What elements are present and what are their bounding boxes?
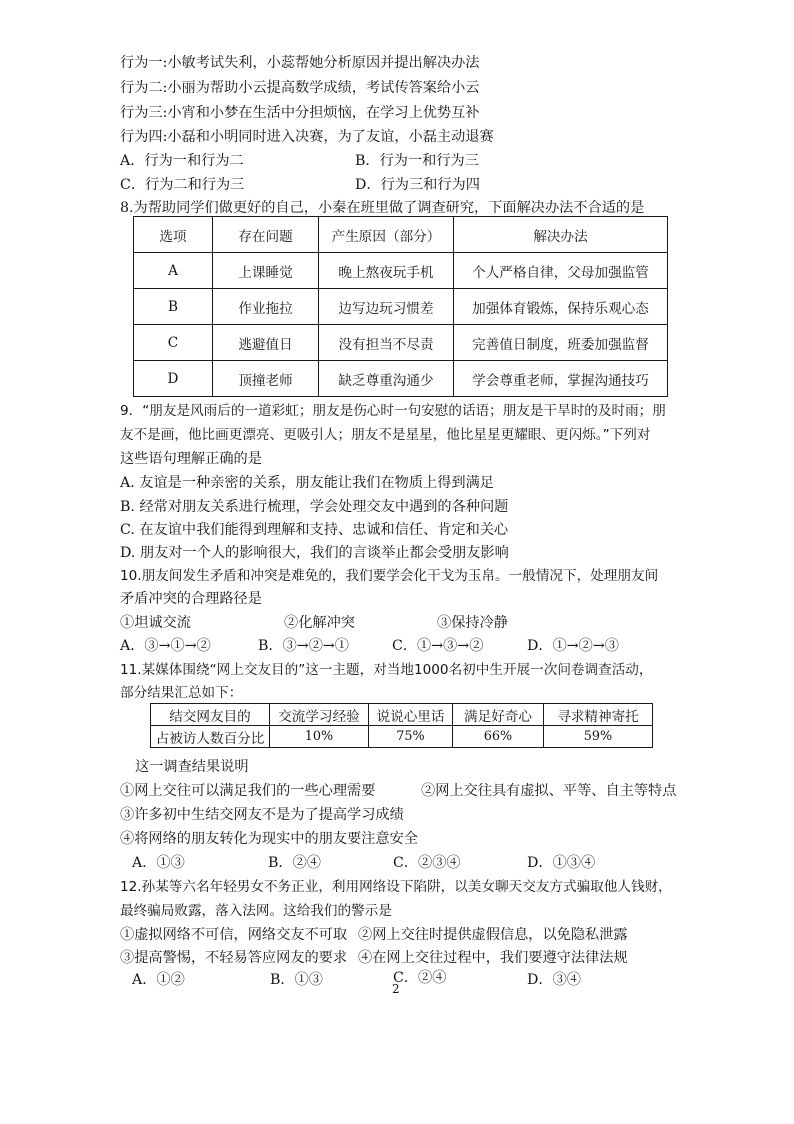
q7-option-c: C．行为二和行为三: [120, 177, 245, 193]
q11-item-3: ③许多初中生结交网友不是为了提高学习成绩: [120, 807, 404, 823]
q8-table: [133, 216, 668, 397]
table-header-row: [134, 217, 668, 253]
table-cell: 66%: [453, 726, 544, 748]
table-cell: A: [134, 253, 213, 289]
q12-stem-line-1: 12.孙某等六名年轻男女不务正业，利用网络设下陷阱，以美女聊天交友方式骗取他人钱财，: [120, 879, 672, 895]
q10-item-3: ③保持冷静: [437, 615, 508, 631]
q9-option-c: C. 在友谊中我们能得到理解和支持、忠诚和信任、肯定和关心: [120, 522, 509, 538]
q12-item-2: ②网上交往时提供虚假信息，以免隐私泄露: [358, 927, 628, 943]
table-header-cell: 说说心里话: [369, 704, 453, 726]
q9-stem-line-1: 9．“朋友是风雨后的一道彩虹；朋友是伤心时一句安慰的话语；朋友是干旱时的及时雨；朋: [120, 403, 666, 419]
q7-option-a: A．行为一和行为二: [120, 153, 244, 169]
q12-option-a: A．①②: [132, 972, 185, 988]
table-header-cell: 解决办法: [454, 217, 668, 253]
table-row: [134, 289, 668, 325]
q10-option-c: C．①→③→②: [392, 638, 484, 654]
q7-option-d: D．行为三和行为四: [355, 177, 480, 193]
table-header-cell: 产生原因（部分）: [319, 217, 454, 253]
table-cell: 59%: [544, 726, 653, 748]
q11-option-a: A．①③: [132, 855, 185, 871]
table-header-cell: 存在问题: [213, 217, 319, 253]
table-cell: 完善值日制度，班委加强监督: [454, 325, 668, 361]
q11-stem-line-2: 部分结果汇总如下：: [120, 685, 243, 701]
table-cell: 上课睡觉: [213, 253, 319, 289]
table-cell: 75%: [369, 726, 453, 748]
table-cell: 10%: [270, 726, 369, 748]
table-cell: 晚上熬夜玩手机: [319, 253, 454, 289]
table-row: [134, 325, 668, 361]
table-cell: 占被访人数百分比: [151, 726, 270, 748]
table-header-row: [151, 704, 653, 726]
q10-option-d: D．①→②→③: [527, 638, 619, 654]
table-cell: B: [134, 289, 213, 325]
q10-stem-line-1: 10.朋友间发生矛盾和冲突是难免的，我们要学会化干戈为玉帛。一般情况下，处理朋友间: [120, 568, 659, 584]
q7-behavior-4: 行为四:小磊和小明同时进入决赛，为了友谊，小磊主动退赛: [120, 129, 494, 145]
q11-item-2: ②网上交往具有虚拟、平等、自主等特点: [421, 783, 677, 799]
q12-option-d: D．③④: [527, 972, 581, 988]
q8-stem: 8.为帮助同学们做更好的自己，小秦在班里做了调查研究，下面解决办法不合适的是: [120, 200, 645, 216]
q7-option-b: B．行为一和行为三: [355, 153, 479, 169]
q9-option-b: B. 经常对朋友关系进行梳理，学会处理交友中遇到的各种问题: [120, 499, 509, 515]
table-header-cell: 结交网友目的: [151, 704, 270, 726]
q7-behavior-1: 行为一:小敏考试失利，小蕊帮她分析原因并提出解决办法: [120, 55, 480, 71]
q11-table: [150, 703, 653, 748]
q7-behavior-3: 行为三:小宵和小梦在生活中分担烦恼，在学习上优势互补: [120, 105, 480, 121]
q11-item-4: ④将网络的朋友转化为现实中的朋友要注意安全: [120, 831, 418, 847]
q12-item-3: ③提高警惕，不轻易答应网友的要求: [120, 950, 348, 966]
table-row: [134, 361, 668, 397]
table-header-cell: 交流学习经验: [270, 704, 369, 726]
q12-option-b: B．①③: [270, 972, 323, 988]
q10-item-1: ①坦诚交流: [120, 615, 191, 631]
q9-option-a: A. 友谊是一种亲密的关系，朋友能让我们在物质上得到满足: [120, 475, 494, 491]
q9-option-d: D. 朋友对一个人的影响很大，我们的言谈举止都会受朋友影响: [120, 545, 509, 561]
table-cell: 没有担当不尽责: [319, 325, 454, 361]
q9-stem-line-2: 友不是画，他比画更漂亮、更吸引人；朋友不是星星，他比星星更耀眼、更闪烁。”下列对: [120, 427, 651, 443]
table-cell: 学会尊重老师，掌握沟通技巧: [454, 361, 668, 397]
table-row: [151, 726, 653, 748]
q10-item-2: ②化解冲突: [284, 615, 355, 631]
q12-item-4: ④在网上交往过程中，我们要遵守法律法规: [358, 950, 628, 966]
table-cell: 缺乏尊重沟通少: [319, 361, 454, 397]
table-header-cell: 满足好奇心: [453, 704, 544, 726]
q11-stem-line-1: 11.某媒体围绕“网上交友目的”这一主题，对当地1000名初中生开展一次问卷调查活动，: [120, 662, 653, 678]
table-cell: 个人严格自律，父母加强监管: [454, 253, 668, 289]
q11-option-b: B．②④: [268, 855, 321, 871]
page-number: 2: [392, 982, 400, 996]
table-header-cell: 寻求精神寄托: [544, 704, 653, 726]
table-cell: 边写边玩习惯差: [319, 289, 454, 325]
table-cell: 顶撞老师: [213, 361, 319, 397]
q9-stem-line-3: 这些语句理解正确的是: [120, 451, 262, 467]
q10-option-a: A．③→①→②: [120, 638, 211, 654]
table-cell: 作业拖拉: [213, 289, 319, 325]
q11-lead: 这一调查结果说明: [135, 759, 249, 775]
table-row: [134, 253, 668, 289]
q12-item-1: ①虚拟网络不可信，网络交友不可取: [120, 927, 348, 943]
table-cell: 加强体育锻炼，保持乐观心态: [454, 289, 668, 325]
table-cell: D: [134, 361, 213, 397]
table-cell: C: [134, 325, 213, 361]
q12-stem-line-2: 最终骗局败露，落入法网。这给我们的警示是: [120, 903, 392, 919]
q10-option-b: B．③→②→①: [258, 638, 349, 654]
q12-option-c: C．②④: [393, 970, 447, 986]
q11-option-d: D．①③④: [527, 855, 596, 871]
q7-behavior-2: 行为二:小丽为帮助小云提高数学成绩，考试传答案给小云: [120, 80, 480, 96]
q11-item-1: ①网上交往可以满足我们的一些心理需要: [120, 783, 376, 799]
q11-option-c: C．②③④: [393, 855, 461, 871]
table-cell: 逃避值日: [213, 325, 319, 361]
table-header-cell: 选项: [134, 217, 213, 253]
q10-stem-line-2: 矛盾冲突的合理路径是: [120, 591, 262, 607]
